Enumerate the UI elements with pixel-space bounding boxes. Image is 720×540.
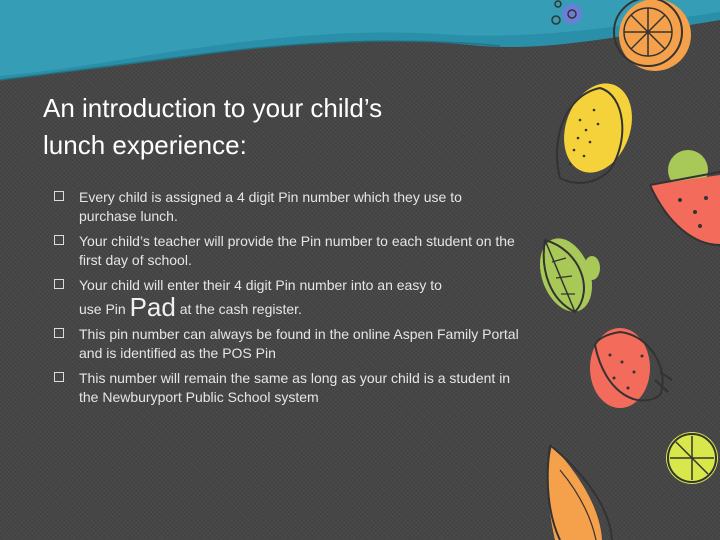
bullet-item xyxy=(52,325,522,362)
bullet-text: at the cash register. xyxy=(179,300,302,317)
emphasis-text: Pad xyxy=(129,291,176,322)
checkbox-bullet-icon xyxy=(54,235,64,245)
bullet-item xyxy=(52,369,522,406)
bullet-list xyxy=(52,188,522,413)
bullet-text: This pin number can always be found in the online Aspen Family Portal and is identified as the POS Pin xyxy=(79,326,519,361)
watermelon-slice-icon xyxy=(650,150,720,245)
title-line-1: An introduction to your child’s xyxy=(43,93,383,123)
slide-title xyxy=(43,90,513,164)
lime-slice-icon xyxy=(666,432,718,484)
bullet-text: Your child’s teacher will provide the Pin number to each student on the first day of school. xyxy=(79,233,515,268)
bullet-item xyxy=(52,276,522,322)
checkbox-bullet-icon xyxy=(54,372,64,382)
bullet-item xyxy=(52,188,522,225)
bullet-text: use Pin xyxy=(79,300,126,317)
bullet-text: Your child will enter their 4 digit Pin number into an easy to xyxy=(79,277,442,293)
lemon-icon xyxy=(552,74,644,183)
banana-icon xyxy=(548,445,612,540)
leaf-icon xyxy=(530,231,601,319)
strawberry-icon xyxy=(590,328,672,408)
checkbox-bullet-icon xyxy=(54,191,64,201)
checkbox-bullet-icon xyxy=(54,279,64,289)
bullet-text-line2 xyxy=(79,291,522,322)
title-line-2: lunch experience: xyxy=(43,130,247,160)
bullet-text: Every child is assigned a 4 digit Pin number which they use to purchase lunch. xyxy=(79,189,462,224)
checkbox-bullet-icon xyxy=(54,328,64,338)
bullet-text: This number will remain the same as long as your child is a student in the Newburyport Public School system xyxy=(79,370,511,405)
bullet-item xyxy=(52,232,522,269)
